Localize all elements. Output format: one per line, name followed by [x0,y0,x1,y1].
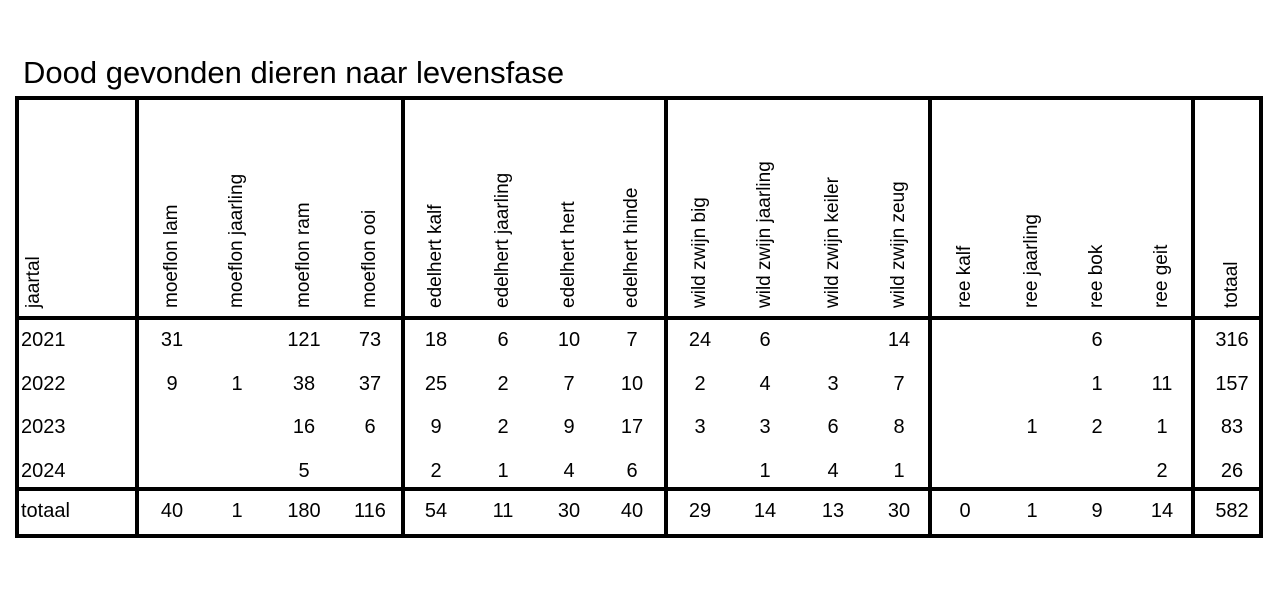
column-header: moeflon ooi [359,209,380,308]
column-header: wild zwijn keiler [822,177,843,308]
column-header: moeflon lam [161,204,182,308]
table-cell: 26 [1220,460,1244,482]
table-cell: 11 [1151,373,1173,395]
column-header: edelhert hinde [621,187,642,308]
data-table [15,96,1263,538]
table-cell: 31 [160,329,184,351]
table-cell: 1 [497,460,509,482]
table-cell: 2 [694,373,706,395]
table-cell: 6 [1091,329,1103,351]
column-header: edelhert jaarling [492,172,513,308]
table-cell: 24 [688,329,712,351]
table-cell: 9 [166,373,178,395]
row-label: 2023 [21,416,66,438]
column-header: moeflon jaarling [226,173,247,308]
table-cell: 11 [492,500,514,522]
table-cell: 2 [1091,416,1103,438]
table-cell: 14 [887,329,911,351]
table-cell: 54 [424,500,448,522]
table-cell: 1 [231,373,243,395]
table-cell: 9 [430,416,442,438]
table-cell: 37 [358,373,382,395]
table-cell: 6 [364,416,376,438]
table-cell: 1 [1026,416,1038,438]
table-cell: 1 [893,460,905,482]
table-cell: 316 [1215,329,1249,351]
table-cell: 1 [1026,500,1038,522]
table-cell: 13 [821,500,845,522]
table-cell: 14 [1150,500,1174,522]
column-header: ree kalf [954,245,975,308]
table-cell: 16 [292,416,316,438]
table-cell: 7 [893,373,905,395]
table-cell: 1 [231,500,243,522]
column-header: moeflon ram [293,202,314,308]
table-cell: 4 [759,373,771,395]
table-cell: 1 [1091,373,1103,395]
table-cell: 582 [1215,500,1249,522]
table-cell: 5 [298,460,310,482]
table-cell: 25 [424,373,448,395]
table-cell: 4 [827,460,839,482]
table-cell: 18 [424,329,448,351]
table-cell: 2 [1156,460,1168,482]
table-cell: 1 [759,460,771,482]
table-cell: 6 [497,329,509,351]
table-cell: 10 [557,329,581,351]
table-cell: 9 [1091,500,1103,522]
column-header: edelhert kalf [425,204,446,308]
table-cell: 38 [292,373,316,395]
column-header-jaartal: jaartal [23,256,44,308]
table-cell: 3 [759,416,771,438]
column-header: ree jaarling [1021,214,1042,308]
table-cell: 7 [563,373,575,395]
table-cell: 0 [959,500,971,522]
table-row [15,453,1263,493]
table-row [15,322,1263,362]
table-cell: 121 [287,329,321,351]
table-cell: 180 [287,500,321,522]
column-header: ree bok [1086,244,1107,308]
column-header: totaal [1221,261,1242,308]
total-row [15,493,1263,533]
column-header: ree geit [1151,244,1172,308]
table-cell: 1 [1156,416,1168,438]
table-row [15,366,1263,406]
table-cell: 14 [753,500,777,522]
header-divider [15,316,1263,320]
table-cell: 3 [694,416,706,438]
table-cell: 40 [620,500,644,522]
table-cell: 9 [563,416,575,438]
table-cell: 2 [497,416,509,438]
table-cell: 116 [354,500,386,522]
row-label: 2022 [21,373,66,395]
table-cell: 30 [557,500,581,522]
table-cell: 2 [497,373,509,395]
page-title: Dood gevonden dieren naar levensfase [23,55,565,90]
table-cell: 40 [160,500,184,522]
table-cell: 30 [887,500,911,522]
table-cell: 4 [563,460,575,482]
table-cell: 157 [1215,373,1249,395]
row-label: totaal [21,500,70,522]
table-cell: 7 [626,329,638,351]
column-header: wild zwijn big [689,197,710,308]
table-cell: 3 [827,373,839,395]
table-row [15,409,1263,449]
table-cell: 2 [430,460,442,482]
table-cell: 6 [626,460,638,482]
column-header: edelhert hert [558,201,579,308]
table-cell: 8 [893,416,905,438]
table-cell: 29 [688,500,712,522]
table-cell: 10 [620,373,644,395]
row-label: 2021 [21,329,66,351]
column-header: wild zwijn jaarling [754,161,775,308]
table-cell: 83 [1220,416,1244,438]
table-cell: 17 [620,416,644,438]
row-label: 2024 [21,460,66,482]
table-cell: 73 [358,329,382,351]
table-cell: 6 [759,329,771,351]
column-header: wild zwijn zeug [888,181,909,308]
table-cell: 6 [827,416,839,438]
